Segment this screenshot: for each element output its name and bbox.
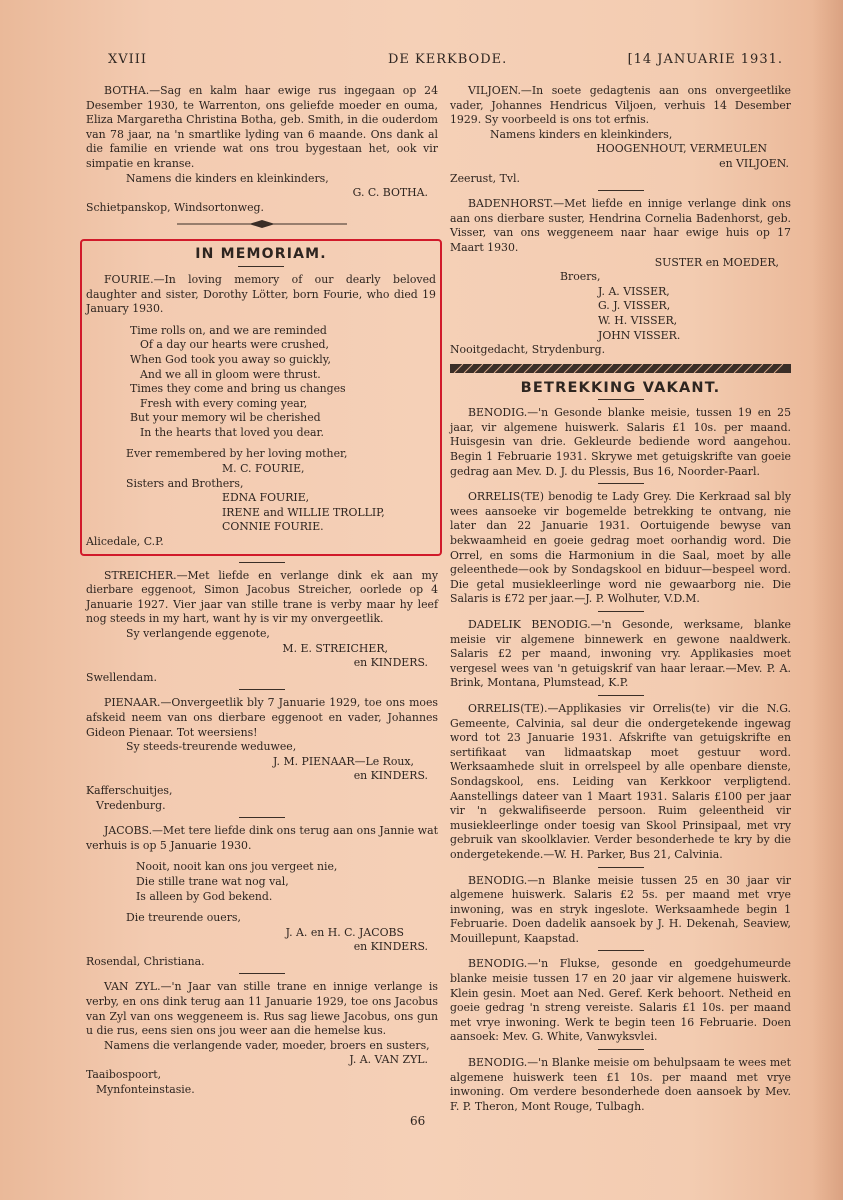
ad-rule [598,695,644,696]
notice-van-zyl [86,980,438,1097]
notice-signature: EDNA FOURIE, [222,491,310,505]
section-ornament [86,219,438,229]
notice-rule [598,190,644,191]
right-column [450,84,791,1114]
poem-line: When God took you away so guickly, [130,352,331,366]
notice-signature: IRENE and WILLIE TROLLIP, [222,505,385,519]
notice-namens: Namens kinders en kleinkinders, [490,127,673,141]
page-number: 66 [410,1114,426,1128]
memorial-poem [130,324,436,441]
classified-ad: BENODIG.—'n Flukse, gesonde en goedgehumeurde blanke meisie tussen 17 en 20 jaar vir algemene huiswerk. Klein gesin. Moet aan Ned. Geref. Kerk behoort. Netheid en goeie gedrag 'n streng vereiste. Salaris £1 10s. per maand met vrye inwoning. Werk te begin teen 16 Februarie. Doen aansoek: Mev. G. White, Vanwyksvlei. [450,957,791,1044]
notice-namens: Sy steeds-treurende weduwee, [126,740,297,754]
notice-signature: en KINDERS. [353,656,428,670]
notice-place: Kafferschuitjes, [86,783,173,797]
poem-line: Is alleen by God bekend. [136,889,273,903]
poem-line: Times they come and bring us changes [130,382,346,396]
notice-text: JACOBS.—Met tere liefde dink ons terug aan ons Jannie wat verhuis is op 5 Januarie 1930. [86,824,438,852]
poem-line: In the hearts that loved you dear. [140,425,325,439]
notice-signature: J. A. en H. C. JACOBS [285,925,404,939]
notice-place: Swellendam. [86,670,157,684]
notice-text: STREICHER.—Met liefde en verlange dink ek aan my dierbare eggenoot, Simon Jacobus Streicher, oorlede op 4 Januarie 1927. Vier jaar van stille trane is verby maar hy leef nog steeds in my hart, want hy is vir my onvergeetlik. [86,568,438,626]
poem-line: Of a day our hearts were crushed, [140,338,329,352]
header-publication: DE KERKBODE. [388,52,508,67]
classified-ads [450,406,791,1114]
notice-signature: M. E. STREICHER, [282,641,388,655]
notice-signature: W. H. VISSER, [598,313,678,327]
ad-rule [598,1049,644,1050]
decorative-band-icon [450,364,791,373]
notice-signature: en KINDERS. [353,940,428,954]
notice-signature: en VILJOEN. [719,156,789,170]
notice-signature: J. M. PIENAAR—Le Roux, [273,754,414,768]
notice-signature: G. J. VISSER, [598,299,671,313]
classified-ad: BENODIG.—'n Gesonde blanke meisie, tussen 19 en 25 jaar, vir algemene huiswerk. Salaris £1 10s. per maand. Huisgesin van drie. Gekleurde bediende word aangehou. Begin 1 Februarie 1931. Skrywe met getuigskrifte van goeie gedrag aan Mev. D. J. du Plessis, Bus 16, Noorder-Paarl. [450,406,791,478]
left-column [86,84,438,1097]
in-memoriam-highlight [80,239,442,555]
page-header [108,52,783,76]
ad-rule [598,611,644,612]
classified-ad: BENODIG.—'n Blanke meisie om behulpsaam te wees met algemene huiswerk teen £1 10s. per maand met vrye inwoning. Om verdere besonderhede doen aansoek by Mev. F. P. Theron, Mont Rouge, Tulbagh. [450,1056,791,1113]
page-fold-shadow [812,0,843,1200]
poem-line: And we all in gloom were thrust. [140,367,321,381]
jacobs-poem [136,860,438,904]
notice-signature: J. A. VISSER, [598,284,670,298]
notice-signature: JOHN VISSER. [598,328,681,342]
poem-line: Die stille trane wat nog val, [136,874,289,888]
header-date: [14 JANUARIE 1931. [627,52,783,67]
notice-text: BADENHORST.—Met liefde en innige verlange dink ons aan ons dierbare suster, Hendrina Cornelia Badenhorst, geb. Visser, van ons weggeneem naar haar ewige huis op 17 Maart 1930. [450,197,791,254]
notice-place: Nooitgedacht, Strydenburg. [450,343,606,357]
notice-signature: SUSTER en MOEDER, [654,255,779,269]
notice-place: Rosendal, Christiana. [86,954,205,968]
ad-rule [598,483,644,484]
notice-signature: HOOGENHOUT, VERMEULEN [596,142,767,156]
ornament-divider-icon [177,219,347,229]
notice-signature: J. A. VAN ZYL. [349,1053,428,1067]
notice-rule [239,973,285,974]
notice-text: VILJOEN.—In soete gedagtenis aan ons onvergeetlike vader, Johannes Hendricus Viljoen, verhuis 14 Desember 1929. Sy voorbeeld is ons tot erfnis. [450,84,791,127]
poem-line: Time rolls on, and we are reminded [130,323,327,337]
notice-ever: Ever remembered by her loving mother, [126,447,348,461]
heading-rule [238,266,284,267]
notice-signature: G. C. BOTHA. [352,186,428,200]
notice-rule [239,689,285,690]
notice-sisters: Sisters and Brothers, [126,476,244,490]
notice-signature: M. C. FOURIE, [222,462,305,476]
notice-place: Vredenburg. [96,798,166,812]
section-heading-in-memoriam: IN MEMORIAM. [195,246,327,263]
notice-broers: Broers, [560,270,601,284]
notice-namens: Die treurende ouers, [126,911,241,925]
classified-ad: BENODIG.—n Blanke meisie tussen 25 en 30 jaar vir algemene huiswerk. Salaris £2 5s. per maand met vrye inwoning, was en stryk ingeslote. Werksaamhede begin 1 Februarie. Doen dadelik aansoek by J. H. Dekenah, Seaview, Mouillepunt, Kaapstad. [450,873,791,945]
classified-ad: ORRELIS(TE).—Applikasies vir Orrelis(te) vir die N.G. Gemeente, Calvinia, sal deur die ondergetekende ingewag word tot 23 Januarie 1931. Afskrifte van getuigskrifte en sertifikaat van lidmaatskap moet gestuur word. Werksaamhede sluit in orrelspeel by alle openbare dienste, Sondagskool, ens. Leiding van Kerkkoor verpligtend. Aanstellings dateer van 1 Maart 1931. Salaris £100 per jaar vir 'n gekwalifiseerde persoon. Ruim geleentheid vir musiekleerlinge onder toesig van Skool Prinsipaal, met vry gebruik van skoolklavier. Verder besonderhede te kry by die ondergetekende.—W. H. Parker, Bus 21, Calvinia. [450,701,791,861]
notice-pienaar [86,696,438,813]
notice-viljoen [450,84,791,186]
poem-line: Nooit, nooit kan ons jou vergeet nie, [136,860,338,874]
header-page-roman: XVIII [108,52,148,67]
notice-fourie-text: FOURIE.—In loving memory of our dearly beloved daughter and sister, Dorothy Lötter, born Fourie, who died 19 January 1930. [86,272,436,316]
poem-line: Fresh with every coming year, [140,396,308,410]
notice-text: VAN ZYL.—'n Jaar van stille trane en innige verlange is verby, en ons dink terug aan 11 Januarie 1929, toe ons Jacobus van Zyl van ons weggeneem is. Rus sag liewe Jacobus, ons gun u die rus, eens sien ons jou weer aan die hemelse kus. [86,980,438,1038]
classified-ad: DADELIK BENODIG.—'n Gesonde, werksame, blanke meisie vir algemene binnewerk en gewone naaldwerk. Salaris £2 per maand, inwoning vry. Applikasies moet vergesel wees van 'n getuigskrif van haar leraar.—Mev. P. A. Brink, Montana, Plumstead, K.P. [450,618,791,690]
notice-rule [239,817,285,818]
notice-namens: Namens die verlangende vader, moeder, broers en susters, [104,1038,430,1052]
notice-jacobs [86,824,438,969]
notice-namens: Sy verlangende eggenote, [126,627,270,640]
ad-rule [598,867,644,868]
heading-rule [598,399,644,400]
notice-place: Mynfonteinstasie. [96,1082,195,1096]
notice-namens: Namens die kinders en kleinkinders, [126,171,329,185]
ad-rule [598,950,644,951]
notice-place: Alicedale, C.P. [86,535,164,549]
notice-place: Taaibospoort, [86,1068,162,1082]
notice-botha [86,84,438,215]
classified-ad: ORRELIS(TE) benodig te Lady Grey. Die Kerkraad sal bly wees aansoeke vir bogemelde betrekking te ontvang, nie later dan 22 Januarie 1931. Oortuigende bewyse van bekwaamheid en goeie gedrag moet oorhandig word. Die Orrel, en soms die Harmonium in die Saal, moet by alle geleenthede—ook by Sondagskool en biduur—bespeel word. Die getal musiekleerlinge word nie gewaarborg nie. Die Salaris is £72 per jaar.—J. P. Wolhuter, V.D.M. [450,490,791,606]
poem-line: But your memory wil be cherished [130,411,321,425]
notice-streicher [86,569,438,686]
notice-place: Zeerust, Tvl. [450,171,520,185]
notice-place: Schietpanskop, Windsortonweg. [86,200,264,214]
notice-signature: en KINDERS. [353,769,428,783]
section-heading-betrekking-vakant: BETREKKING VAKANT. [520,379,721,396]
notice-signature: CONNIE FOURIE. [222,520,324,534]
notice-rule [239,562,285,563]
notice-badenhorst [450,197,791,358]
notice-text: BOTHA.—Sag en kalm haar ewige rus ingegaan op 24 Desember 1930, te Warrenton, ons geliefde moeder en ouma, Eliza Margaretha Christina Botha, geb. Smith, in die ouderdom van 78 jaar, na 'n smartlike lyding van 6 maande. Ons dank al die familie en vriende wat ons trou bygestaan het, ook vir simpatie en kranse. [86,84,438,170]
notice-text: PIENAAR.—Onvergeetlik bly 7 Januarie 1929, toe ons moes afskeid neem van ons dierbare eggenoot en vader, Johannes Gideon Pienaar. Tot weersiens! [86,696,438,739]
